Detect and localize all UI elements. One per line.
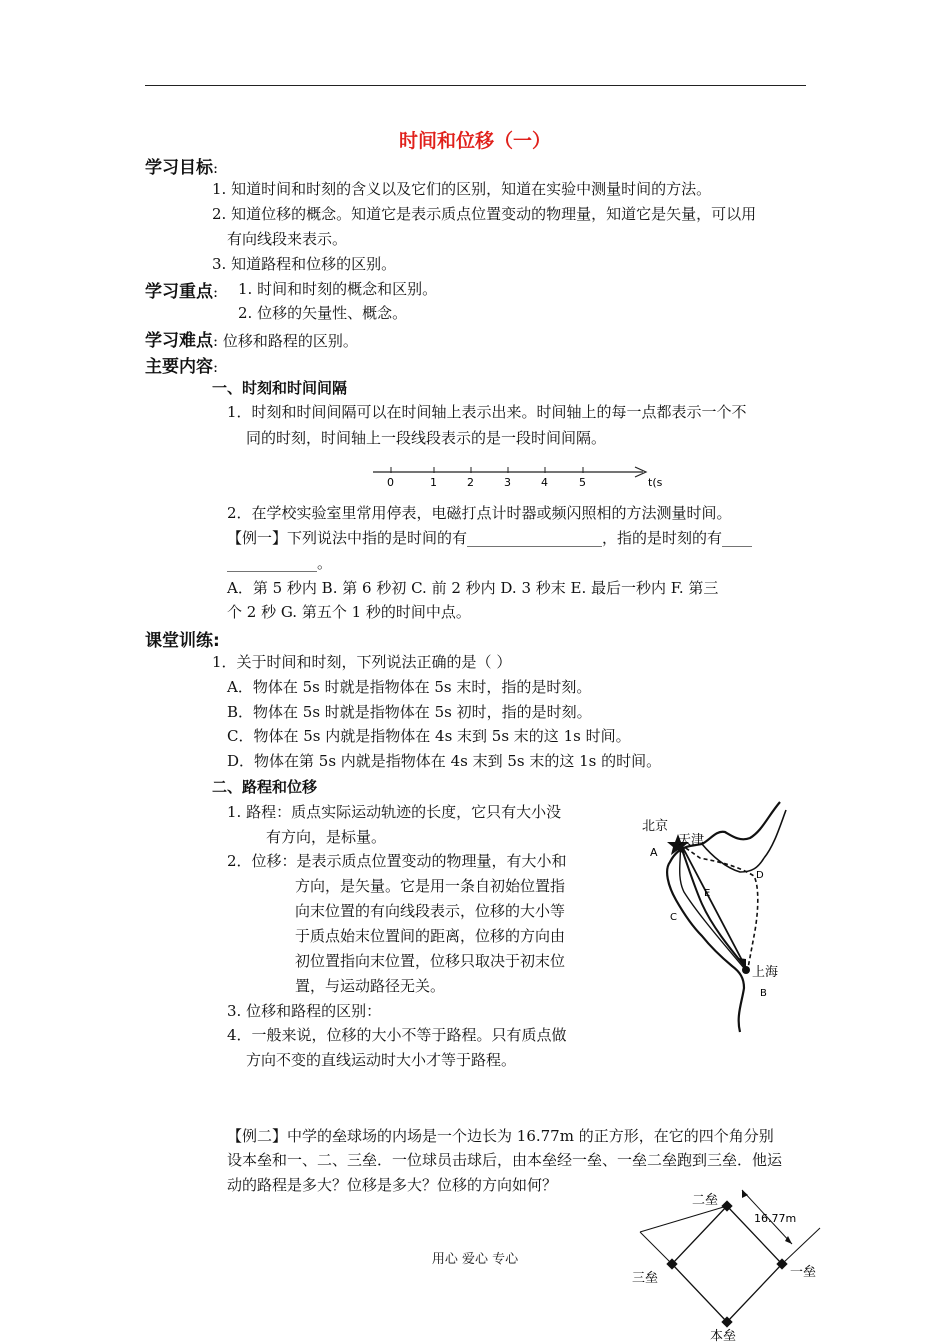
- section2-line: 方向，是矢量。它是用一条自初始位置指: [295, 877, 566, 895]
- map-label-b: B: [760, 988, 767, 999]
- timeline-label: 0: [387, 476, 394, 489]
- main-heading-line: [145, 352, 218, 377]
- timeline-axis-label: t(s: [648, 476, 663, 489]
- key-point-1: 1. 时间和时刻的概念和区别。: [238, 280, 438, 298]
- example2-line3: 动的路程是多大？位移是多大？位移的方向如何？: [227, 1176, 558, 1194]
- map-label-e: E: [704, 888, 711, 899]
- practice-heading: 课堂训练:: [145, 631, 220, 651]
- displacement-arrow: [682, 846, 744, 964]
- page-footer: 用心 爱心 专心: [431, 1252, 519, 1267]
- example2-line2: 设本垒和一、二、三垒．一位球员击球后，由本垒经一垒、一垒二垒跑到三垒．他运: [227, 1151, 783, 1169]
- goal-item-1: 1. 知道时间和时刻的含义以及它们的区别，知道在实验中测量时间的方法。: [212, 180, 712, 198]
- map-label-a: A: [650, 846, 658, 859]
- section1-p2: 2．在学校实验室里常用停表，电磁打点计时器或频闪照相的方法测量时间。: [227, 504, 732, 522]
- section2-line: 4．一般来说，位移的大小不等于路程。只有质点做: [227, 1026, 567, 1044]
- third-base-label: 三垒: [632, 1271, 659, 1286]
- goals-heading-line: [145, 153, 218, 178]
- difficulty-text: : 位移和路程的区别。: [213, 332, 358, 350]
- route-path-alt: [680, 844, 744, 968]
- key-points-colon: :: [213, 283, 219, 301]
- example1-options-line2: 个 2 秒 G. 第五个 1 秒的时间中点。: [227, 603, 471, 621]
- section2-line: 置，与运动路径无关。: [295, 977, 446, 995]
- timeline-diagram: [365, 458, 685, 498]
- section2-line: 1. 路程：质点实际运动轨迹的长度，它只有大小没: [227, 803, 562, 821]
- section1-p1-line1: 1．时刻和时间间隔可以在时间轴上表示出来。时间轴上的每一点都表示一个不: [227, 403, 747, 421]
- difficulty-heading: 学习难点: [145, 331, 213, 351]
- page-title: 时间和位移（一）: [398, 130, 551, 152]
- main-colon: :: [213, 358, 219, 376]
- section2-line: 方向不变的直线运动时大小才等于路程。: [246, 1051, 517, 1069]
- section2-line: 初位置指向末位置，位移只取决于初末位: [295, 952, 566, 970]
- map-label-beijing: 北京: [642, 819, 669, 834]
- goals-colon: :: [213, 159, 219, 177]
- section1-p1-line2: 同的时刻，时间轴上一段线段表示的是一段时间间隔。: [246, 429, 607, 447]
- timeline-label: 3: [504, 476, 511, 489]
- section2-line: 向末位置的有向线段表示，位移的大小等: [295, 902, 566, 920]
- example1-line1: 【例一】下列说法中指的是时间的有__________________，指的是时刻的有____: [227, 529, 753, 547]
- dimension-arrowhead: [742, 1190, 748, 1198]
- goal-item-3: 3. 知道路程和位移的区别。: [212, 255, 397, 273]
- timeline-label: 5: [579, 476, 586, 489]
- timeline-label: 2: [467, 476, 474, 489]
- practice-q1: 1．关于时间和时刻，下列说法正确的是（ ）: [212, 653, 512, 671]
- coastline-bay: [702, 844, 764, 872]
- section2-line: 于质点始末位置间的距离，位移的方向由: [295, 927, 566, 945]
- map-label-d: D: [756, 870, 764, 881]
- timeline-label: 4: [541, 476, 548, 489]
- practice-choice-d: D．物体在第 5s 内就是指物体在 4s 末到 5s 末的这 1s 的时间。: [227, 752, 662, 770]
- key-points-line: [145, 277, 218, 302]
- section2-line: 有方向，是标量。: [266, 828, 387, 846]
- home-plate-label: 本垒: [710, 1329, 737, 1344]
- example2-line1: 【例二】中学的垒球场的内场是一个边长为 16.77m 的正方形，在它的四个角分别: [227, 1127, 774, 1145]
- practice-choice-a: A．物体在 5s 时就是指物体在 5s 末时，指的是时刻。: [227, 678, 592, 696]
- map-label-c: C: [670, 912, 677, 923]
- key-points-heading: 学习重点: [145, 282, 213, 302]
- practice-choice-b: B．物体在 5s 时就是指物体在 5s 初时，指的是时刻。: [227, 703, 592, 721]
- goals-heading: 学习目标: [145, 158, 213, 178]
- section1-heading: 一、时刻和时间间隔: [212, 379, 348, 397]
- map-label-tianjin: 天津: [678, 833, 705, 848]
- example1-line2: ____________。: [227, 554, 333, 572]
- example1-options-line1: A．第 5 秒内 B. 第 6 秒初 C. 前 2 秒内 D. 3 秒末 E. 最后一秒内 F. 第三: [227, 579, 719, 597]
- goal-item-2: 2. 知道位移的概念。知道它是表示质点位置变动的物理量，知道它是矢量，可以用: [212, 205, 757, 223]
- key-point-2: 2. 位移的矢量性、概念。: [238, 304, 408, 322]
- goal-item-2-cont: 有向线段来表示。: [227, 230, 348, 248]
- coastline-north: [764, 810, 786, 858]
- practice-choice-c: C．物体在 5s 内就是指物体在 4s 末到 5s 末的这 1s 时间。: [227, 727, 631, 745]
- header-rule: [145, 85, 806, 86]
- map-label-shanghai: 上海: [752, 965, 779, 980]
- second-base-label: 二垒: [692, 1193, 719, 1208]
- main-heading: 主要内容: [145, 357, 213, 377]
- first-base-label: 一垒: [790, 1265, 817, 1280]
- side-length-label: 16.77m: [754, 1212, 797, 1225]
- difficulty-line: [145, 326, 358, 351]
- section2-heading: 二、路程和位移: [212, 778, 318, 796]
- shanghai-dot: [742, 966, 750, 974]
- route-map: [640, 796, 790, 1038]
- section2-line: 2．位移：是表示质点位置变动的物理量，有大小和: [227, 852, 567, 870]
- timeline-label: 1: [430, 476, 437, 489]
- section2-line: 3. 位移和路程的区别：: [227, 1002, 382, 1020]
